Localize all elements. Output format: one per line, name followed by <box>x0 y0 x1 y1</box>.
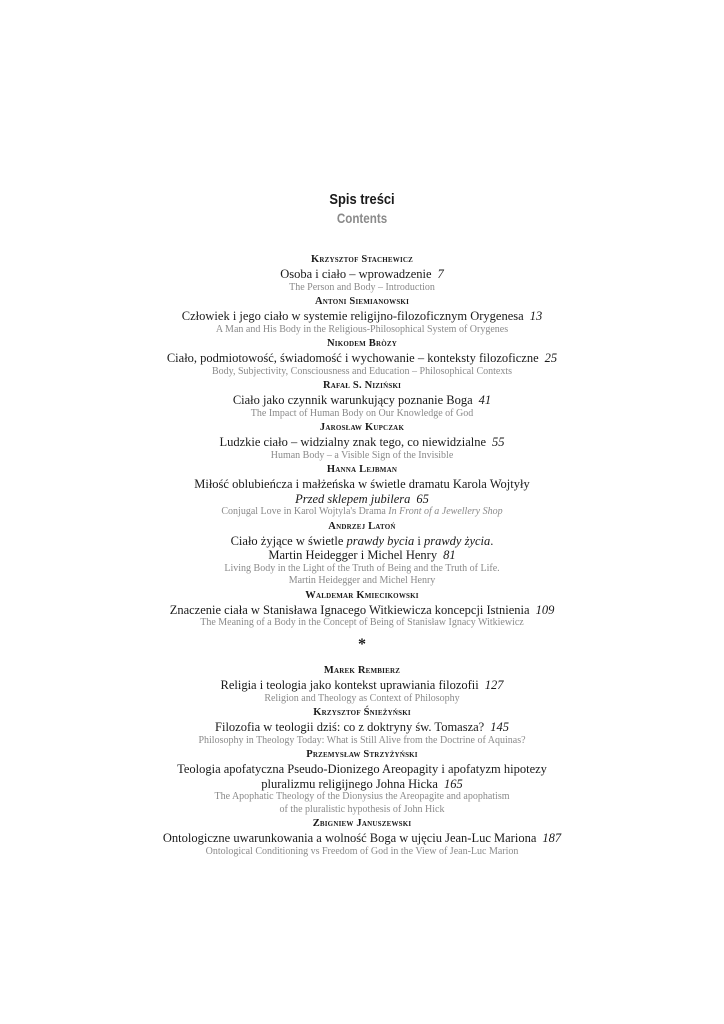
entry-title-en: Conjugal Love in Karol Wojtyla's Drama In Front of a Jewellery Shop <box>221 506 503 517</box>
entry-author: Rafał S. Niziński <box>322 380 402 391</box>
entry-author: Jarosław Kupczak <box>319 422 405 433</box>
page-title: Spis treści <box>329 191 395 208</box>
toc-section-varia <box>0 664 724 859</box>
entry-title-en: The Meaning of a Body in the Concept of Being of Stanisław Ignacy Witkiewicz <box>200 617 524 628</box>
toc-entry[interactable] <box>0 295 724 336</box>
entry-author: Waldemar Kmiecikowski <box>305 589 419 601</box>
entry-page: 65 <box>416 491 429 506</box>
entry-title[interactable]: Miłość oblubieńcza i małżeńska w świetle dramatu Karola Wojtyły <box>194 477 530 491</box>
entry-title[interactable]: Osoba i ciało – wprowadzenie 7 <box>280 267 444 281</box>
entry-title-en-line2: of the pluralistic hypothesis of John Hick <box>279 803 445 815</box>
entry-title[interactable]: Ciało żyjące w świetle prawdy bycia i prawdy życia. <box>230 533 494 548</box>
toc-entry[interactable] <box>0 463 724 519</box>
toc-entry[interactable] <box>0 664 724 705</box>
entry-author: Zbigniew Januszewski <box>312 818 412 829</box>
entry-page: 109 <box>535 602 555 617</box>
toc-entry[interactable] <box>0 589 724 630</box>
entry-author: Antoni Siemianowski <box>314 296 409 307</box>
toc-entry[interactable] <box>0 253 724 294</box>
entry-title[interactable]: Ludzkie ciało – widzialny znak tego, co niewidzialne 55 <box>219 435 505 449</box>
toc-entry[interactable] <box>0 706 724 747</box>
entry-title-en: A Man and His Body in the Religious-Philosophical System of Orygenes <box>215 323 509 335</box>
entry-title-line2[interactable]: pluralizmu religijnego Johna Hicka 165 <box>261 776 463 791</box>
entry-page: 13 <box>529 309 543 323</box>
entry-author: Hanna Lejbman <box>326 464 398 475</box>
entry-title[interactable]: Teologia apofatyczna Pseudo-Dionizego Areopagity i apofatyzm hipotezy <box>177 762 547 776</box>
entry-title[interactable]: Ciało jako czynnik warunkujący poznanie Boga 41 <box>232 393 492 407</box>
entry-author: Krzysztof Śnieżyński <box>313 707 411 718</box>
entry-page: 55 <box>492 435 505 449</box>
entry-title[interactable]: Ciało, podmiotowość, świadomość i wychowanie – konteksty filozoficzne 25 <box>166 351 558 365</box>
entry-author: Przemysław Strzyżyński <box>306 749 418 760</box>
entry-page: 81 <box>443 548 456 562</box>
entry-title[interactable]: Filozofia w teologii dziś: co z doktryny św. Tomasza? 145 <box>215 720 509 734</box>
toc-entry[interactable] <box>0 421 724 462</box>
entry-title-en: Living Body in the Light of the Truth of Being and the Truth of Life. <box>224 562 500 574</box>
toc-header <box>0 190 724 227</box>
entry-title-line2[interactable]: Martin Heidegger i Michel Henry 81 <box>268 548 456 562</box>
entry-title[interactable]: Religia i teologia jako kontekst uprawiania filozofii 127 <box>220 678 504 692</box>
entry-title-en: The Apophatic Theology of the Dionysius the Areopagite and apophatism <box>214 791 510 802</box>
entry-title[interactable]: Człowiek i jego ciało w systemie religijno-filozoficznym Orygenesa 13 <box>181 309 543 323</box>
toc-entry[interactable] <box>0 379 724 420</box>
entry-title-en: Human Body – a Visible Sign of the Invisible <box>270 449 454 461</box>
entry-title-en-line2: Martin Heidegger and Michel Henry <box>288 575 436 586</box>
toc-entry[interactable] <box>0 337 724 378</box>
entry-page: 165 <box>443 776 463 791</box>
entry-author: Marek Rembierz <box>323 665 401 676</box>
page-subtitle: Contents <box>336 211 388 226</box>
entry-page: 25 <box>544 351 558 365</box>
entry-page: 127 <box>484 678 504 692</box>
entry-page: 41 <box>478 393 492 407</box>
toc-entry[interactable] <box>0 817 724 858</box>
entry-author: Krzysztof Stachewicz <box>310 254 414 265</box>
entry-title-en: Ontological Conditioning vs Freedom of God in the View of Jean-Luc Marion <box>205 845 519 857</box>
toc-section-articles <box>0 253 724 631</box>
entry-page: 187 <box>542 831 562 845</box>
entry-title-en: Religion and Theology as Context of Philosophy <box>264 692 460 704</box>
toc-entry[interactable] <box>0 520 724 588</box>
section-separator: * <box>358 636 366 653</box>
entry-author: Nikodem Bròzy <box>327 338 397 349</box>
entry-title-en: Philosophy in Theology Today: What is Still Alive from the Doctrine of Aquinas? <box>198 734 526 746</box>
entry-title-line2[interactable]: Przed sklepem jubilera 65 <box>295 491 429 506</box>
entry-title-en: The Person and Body – Introduction <box>289 281 435 293</box>
entry-title-en: Body, Subjectivity, Consciousness and Education – Philosophical Contexts <box>211 365 513 377</box>
entry-page: 7 <box>437 267 444 281</box>
entry-title-en: The Impact of Human Body on Our Knowledge of God <box>250 407 474 419</box>
toc-entry[interactable] <box>0 748 724 816</box>
entry-page: 145 <box>490 720 509 734</box>
entry-title[interactable]: Znaczenie ciała w Stanisława Ignacego Witkiewicza koncepcji Istnienia 109 <box>169 602 555 617</box>
entry-title[interactable]: Ontologiczne uwarunkowania a wolność Boga w ujęciu Jean-Luc Mariona 187 <box>162 831 562 845</box>
entry-author: Andrzej Latoń <box>328 520 396 532</box>
